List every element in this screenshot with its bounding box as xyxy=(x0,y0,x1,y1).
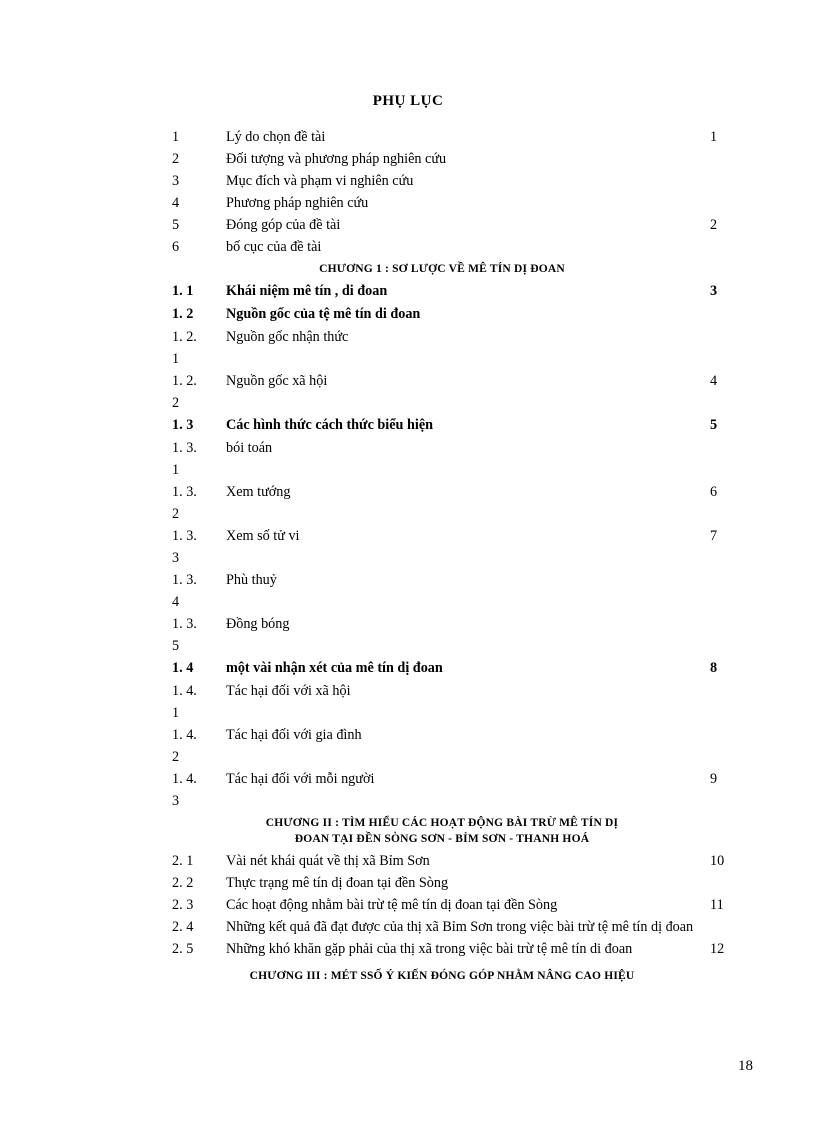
toc-entry-title: Phương pháp nghiên cứu xyxy=(226,195,369,211)
toc-entry xyxy=(172,613,732,657)
toc-entry-page: 3 xyxy=(710,283,718,299)
chapter-2-heading-line-2: ĐOAN TẠI ĐỀN SÒNG SƠN - BỈM SƠN - THANH HOÁ xyxy=(294,833,590,845)
toc-entry xyxy=(172,126,732,148)
toc-entry xyxy=(172,569,732,613)
toc-entry-number: 2 xyxy=(172,151,180,167)
toc-entry xyxy=(172,894,732,916)
toc-entry-title: Đồng bóng xyxy=(226,616,290,632)
toc-entry xyxy=(172,148,732,170)
toc-entry-number: 5 xyxy=(172,217,180,233)
chapter-3-heading: CHƯƠNG III : MÉT SSỐ Ý KIẾN ĐÓNG GÓP NHẰM NÂNG CAO HIỆU xyxy=(249,970,635,982)
toc-entry-page: 2 xyxy=(710,217,718,233)
chapter-2-heading-line-1: CHƯƠNG II : TÌM HIỂU CÁC HOẠT ĐỘNG BÀI TRỪ MÊ TÍN DỊ xyxy=(265,817,619,829)
toc-entry-number: 6 xyxy=(172,239,180,255)
toc-entry xyxy=(172,280,732,303)
toc-entry-title: Đóng góp của đề tài xyxy=(226,217,341,233)
toc-entry-number: 1. 2. 1 xyxy=(172,329,197,367)
chapter-2-heading xyxy=(152,812,732,850)
toc-entry-title: một vài nhận xét của mê tín dị đoan xyxy=(226,660,443,676)
chapter-2-section xyxy=(172,850,732,960)
toc-entry xyxy=(172,214,732,236)
toc-entry-number: 4 xyxy=(172,195,180,211)
toc-entry-page: 11 xyxy=(710,897,724,913)
toc-entry-number: 1. 4 xyxy=(172,660,194,676)
toc-entry-number: 1. 3 xyxy=(172,417,194,433)
toc-entry-title: Các hình thức cách thức biểu hiện xyxy=(226,417,434,433)
toc-entry-page: 12 xyxy=(710,941,725,957)
toc-entry-title: Tác hại đối với xã hội xyxy=(226,683,351,699)
toc-entry-number: 1. 3. 2 xyxy=(172,484,197,522)
toc-entry-number: 1. 3. 3 xyxy=(172,528,197,566)
table-of-contents xyxy=(172,126,732,987)
toc-entry-page: 4 xyxy=(710,373,718,389)
toc-entry-number: 1. 2. 2 xyxy=(172,373,197,411)
toc-entry-page: 6 xyxy=(710,484,718,500)
toc-entry-title: Tác hại đối với gia đình xyxy=(226,727,362,743)
toc-entry xyxy=(172,724,732,768)
toc-entry-number: 1. 1 xyxy=(172,283,194,299)
toc-entry-title: bố cục của đề tài xyxy=(226,239,322,255)
toc-entry-title: Những kết quả đã đạt được của thị xã Bỉm Sơn trong việc bài trừ tệ mê tín dị đoan xyxy=(226,919,694,935)
toc-entry-number: 1. 3. 5 xyxy=(172,616,197,654)
toc-entry-title: bói toán xyxy=(226,440,273,456)
toc-entry-number: 1. 2 xyxy=(172,306,194,322)
toc-entry xyxy=(172,657,732,680)
toc-entry-number: 1. 4. 1 xyxy=(172,683,197,721)
toc-entry xyxy=(172,192,732,214)
toc-entry-title: Phù thuỷ xyxy=(226,572,277,588)
toc-entry xyxy=(172,437,732,481)
toc-entry-title: Nguồn gốc của tệ mê tín di đoan xyxy=(226,306,421,322)
toc-entry-title: Nguồn gốc nhận thức xyxy=(226,329,349,345)
toc-entry xyxy=(172,916,732,938)
page-title: PHỤ LỤC xyxy=(372,93,444,109)
toc-entry xyxy=(172,326,732,370)
toc-entry xyxy=(172,768,732,812)
toc-entry xyxy=(172,414,732,437)
toc-entry-title: Mục đích và phạm vi nghiên cứu xyxy=(226,173,414,189)
toc-entry-title: Khái niệm mê tín , di đoan xyxy=(226,283,388,299)
toc-entry-title: Vài nét khái quát về thị xã Bỉm Sơn xyxy=(226,853,430,869)
toc-entry-title: Các hoạt động nhằm bài trừ tệ mê tín dị đoan tại đền Sòng xyxy=(226,897,558,913)
toc-entry-page: 7 xyxy=(710,528,718,544)
toc-entry-page: 8 xyxy=(710,660,718,676)
toc-entry-title: Xem số tử vi xyxy=(226,528,300,544)
page-number: 18 xyxy=(738,1058,753,1074)
toc-entry-page: 1 xyxy=(710,129,718,145)
toc-entry-number: 3 xyxy=(172,173,180,189)
toc-entry xyxy=(172,370,732,414)
toc-entry-page: 10 xyxy=(710,853,725,869)
toc-entry-number: 1. 3. 1 xyxy=(172,440,197,478)
toc-entry xyxy=(172,850,732,872)
toc-entry xyxy=(172,872,732,894)
toc-entry xyxy=(172,236,732,258)
toc-entry-number: 2. 1 xyxy=(172,853,194,869)
toc-entry xyxy=(172,170,732,192)
toc-entry-number: 1. 4. 3 xyxy=(172,771,197,809)
toc-entry-title: Thực trạng mê tín dị đoan tại đền Sòng xyxy=(226,875,449,891)
toc-entry-number: 2. 3 xyxy=(172,897,194,913)
toc-entry-title: Nguồn gốc xã hội xyxy=(226,373,328,389)
toc-entry-number: 2. 5 xyxy=(172,941,194,957)
toc-entry-title: Tác hại đối với mỗi người xyxy=(226,771,375,787)
toc-entry xyxy=(172,938,732,960)
toc-entry-title: Những khó khăn gặp phải của thị xã trong việc bài trừ tệ mê tín di đoan xyxy=(226,941,633,957)
chapter-1-heading: CHƯƠNG 1 : SƠ LƯỢC VỀ MÊ TÍN DỊ ĐOAN xyxy=(319,263,565,275)
toc-entry-number: 2. 2 xyxy=(172,875,194,891)
chapter-1-section xyxy=(172,280,732,812)
toc-entry-number: 1 xyxy=(172,129,180,145)
toc-entry xyxy=(172,303,732,326)
toc-entry-title: Xem tướng xyxy=(226,484,291,500)
intro-section xyxy=(172,126,732,258)
toc-entry-number: 2. 4 xyxy=(172,919,194,935)
toc-entry-page: 9 xyxy=(710,771,718,787)
toc-entry xyxy=(172,525,732,569)
toc-entry xyxy=(172,680,732,724)
toc-entry-number: 1. 3. 4 xyxy=(172,572,197,610)
toc-entry-number: 1. 4. 2 xyxy=(172,727,197,765)
toc-entry xyxy=(172,481,732,525)
toc-entry-page: 5 xyxy=(710,417,718,433)
toc-entry-title: Lý do chọn đề tài xyxy=(226,129,326,145)
toc-entry-title: Đối tượng và phương pháp nghiên cứu xyxy=(226,151,447,167)
